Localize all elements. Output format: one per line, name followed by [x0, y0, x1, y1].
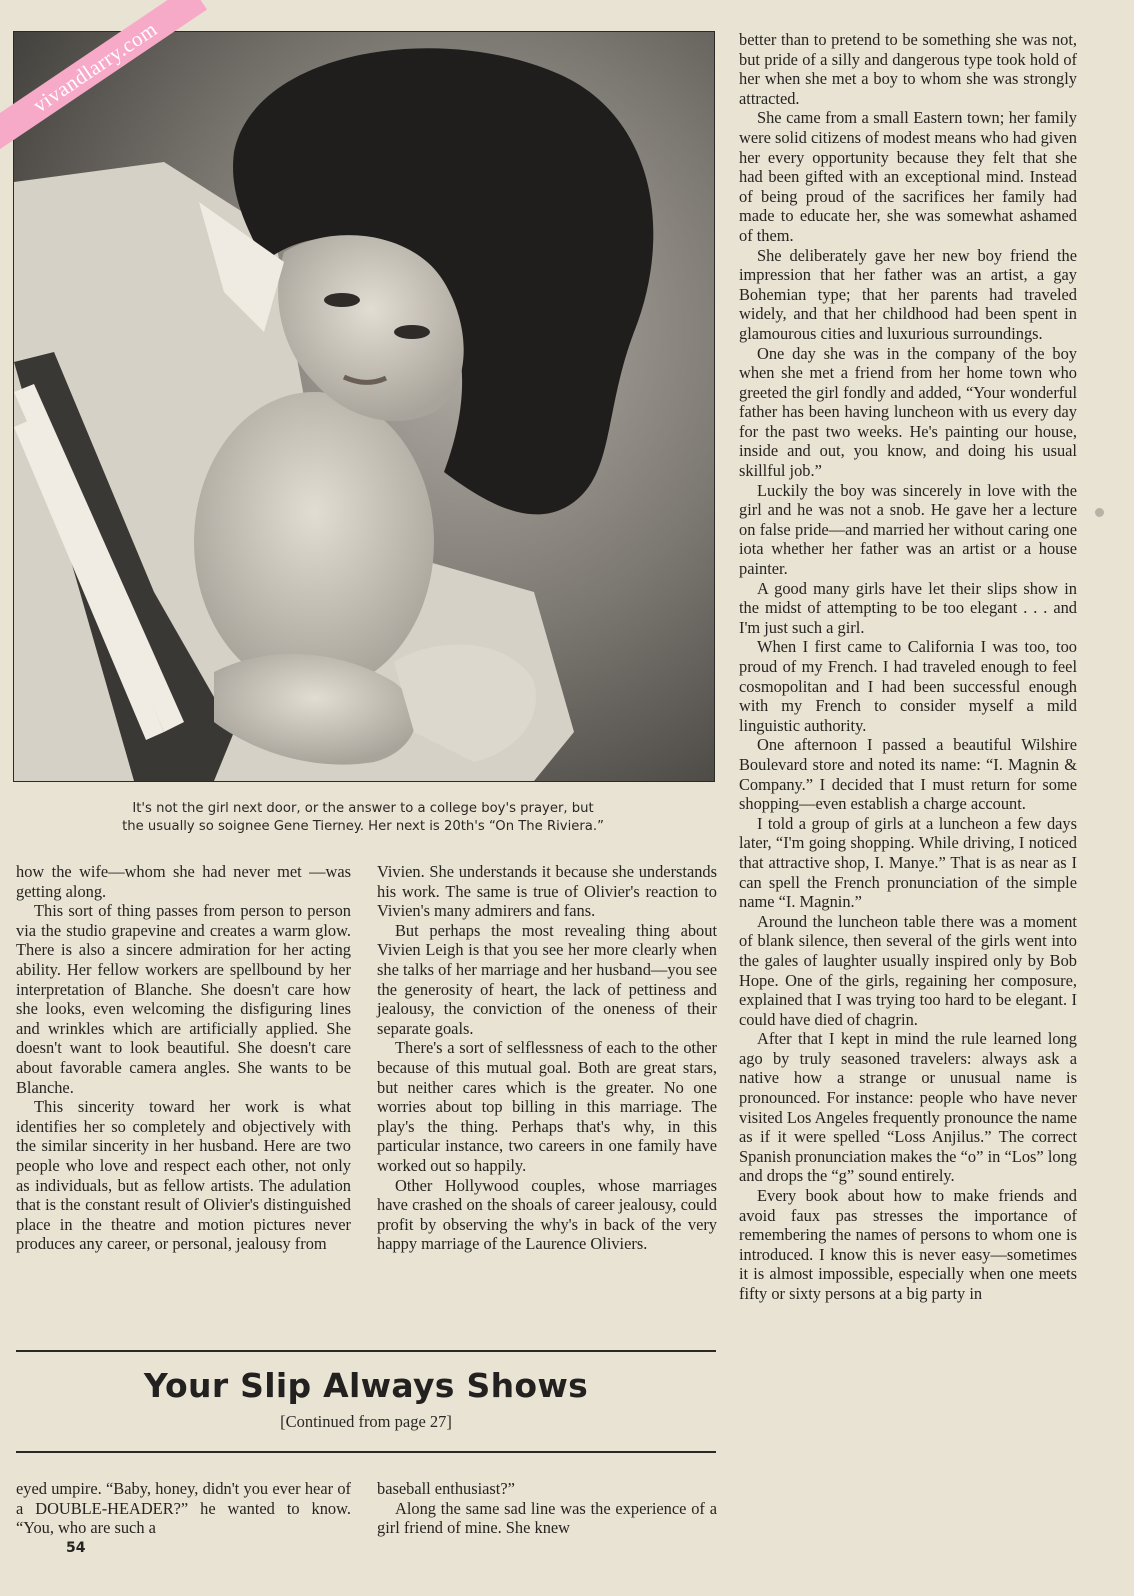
paragraph: baseball enthusiast?”	[377, 1479, 515, 1498]
paragraph: There's a sort of selflessness of each to the other because of this mutual goal. Both are great stars, but neither cares which is the greater. No one worries about top billing in this marriage. The play's the thing. Perhaps that's why, in this particular instance, two careers in one family have worked out so happily.	[377, 1038, 717, 1175]
paragraph: A good many girls have let their slips show in the midst of attempting to be too elegant . . . and I'm just such a girl.	[739, 578, 1077, 637]
paper-speck	[1095, 508, 1104, 517]
caption-line-1: It's not the girl next door, or the answer to a college boy's prayer, but	[132, 801, 594, 816]
article-column-1	[16, 862, 351, 1254]
photo-caption	[13, 800, 713, 836]
paragraph: how the wife—whom she had never met —was getting along.	[16, 862, 351, 901]
paragraph: She came from a small Eastern town; her family were solid citizens of modest means who had given her every opportunity because they felt that she had been gifted with an exceptional mind. Instead of being proud of the sacrifices her family had made to educate her, she was somewhat ashamed of them.	[739, 108, 1077, 245]
paragraph: Every book about how to make friends and avoid faux pas stresses the importance of remembering the names of persons to whom one is introduced. I know this is never easy—sometimes it is almost impossible, especially when one meets fifty or sixty persons at a big party in	[739, 1186, 1077, 1303]
paragraph: After that I kept in mind the rule learned long ago by truly seasoned travelers: always ask a native how a strange or unusual name is pronounced. For instance: people who have never visited Los Angeles frequently pronounce the name as if it were spelled “Loss Anjilus.” The correct Spanish pronunciation makes the “o” in “Los” long and drops the “g” sound entirely.	[739, 1029, 1077, 1186]
divider-bottom	[16, 1451, 716, 1453]
watermark-banner: vivandlarry.com	[0, 0, 207, 149]
paragraph: This sincerity toward her work is what identifies her so completely and objectively with the similar sincerity in her husband. Here are two people who love and respect each other, not only as individuals, but as fellow artists. The adulation that is the constant result of Olivier's distinguished place in the theatre and motion pictures never produces any career, or personal, jealousy from	[16, 1097, 351, 1254]
portrait-illustration	[14, 32, 714, 781]
continued-note: [Continued from page 27]	[280, 1412, 452, 1431]
divider-top	[16, 1350, 716, 1352]
paragraph: I told a group of girls at a luncheon a few days later, “I'm going shopping. While driving, I noticed that attractive shop, I. Manye.” That is as near as I can spell the French pronunciation of the simple name “I. Magnin.”	[739, 813, 1077, 912]
paragraph: When I first came to California I was too, too proud of my French. I had traveled enough to feel cosmopolitan and I had been successful enough with my French to consider myself a mild linguistic authority.	[739, 637, 1077, 735]
paragraph: Vivien. She understands it because she understands his work. The same is true of Olivier's reaction to Vivien's many admirers and fans.	[377, 862, 717, 921]
paragraph: This sort of thing passes from person to person via the studio grapevine and creates a warm glow. There is also a sincere admiration for her acting ability. Her fellow workers are spellbound by her interpretation of Blanche. She doesn't care how she looks, even welcoming the disfiguring lines and wrinkles which are artificially applied. She doesn't want to look beautiful. She doesn't care about favorable camera angles. She wants to be Blanche.	[16, 901, 351, 1097]
paragraph: eyed umpire. “Baby, honey, didn't you ever hear of a DOUBLE-HEADER?” he wanted to know. “You, who are such a	[16, 1479, 351, 1538]
paragraph: But perhaps the most revealing thing about Vivien Leigh is that you see her more clearly when she talks of her marriage and her husband—you see the generosity of heart, the lack of pettiness and jealousy, the conviction of the oneness of their separate goals.	[377, 920, 717, 1038]
paragraph: One afternoon I passed a beautiful Wilshire Boulevard store and noted its name: “I. Magnin & Company.” I decided that I must return for some shopping—even establish a charge account.	[739, 735, 1077, 814]
article-column-3	[739, 30, 1077, 1304]
paragraph: One day she was in the company of the boy when she met a friend from her home town who greeted the girl fondly and added, “Your wonderful father has been having luncheon with us every day for the past two weeks. He's painting our house, inside and out, you know, and doing his usual skillful job.”	[739, 343, 1077, 481]
paragraph: Luckily the boy was sincerely in love with the girl and he was not a snob. He gave her a lecture on false pride—and married her without caring one iota whether her father was an artist or a house painter.	[739, 480, 1077, 579]
portrait-photo	[13, 31, 715, 782]
paragraph: Along the same sad line was the experience of a girl friend of mine. She knew	[377, 1498, 717, 1538]
paragraph: Around the luncheon table there was a moment of blank silence, then several of the girls went into the gales of laughter usually inspired only by Bob Hope. One of the girls, regaining her composure, explained that I was trying too hard to be elegant. I could have died of chagrin.	[739, 911, 1077, 1029]
article-column-5	[377, 1479, 717, 1538]
article-headline: Your Slip Always Shows	[143, 1366, 589, 1405]
caption-line-2: the usually so soignee Gene Tierney. Her next is 20th's “On The Riviera.”	[122, 819, 604, 834]
paragraph: better than to pretend to be something she was not, but pride of a silly and dangerous type took hold of her when she met a boy to whom she was strongly attracted.	[739, 30, 1077, 108]
article-column-2	[377, 862, 717, 1254]
paragraph: She deliberately gave her new boy friend the impression that her father was an artist, a gay Bohemian type; that her parents had traveled widely, and that her childhood had been spent in glamourous cities and luxurious surroundings.	[739, 245, 1077, 343]
paragraph: Other Hollywood couples, whose marriages have crashed on the shoals of career jealousy, could profit by observing the why's in back of the very happy marriage of the Laurence Oliviers.	[377, 1175, 717, 1254]
page-number: 54	[66, 1540, 86, 1556]
article-column-4	[16, 1479, 351, 1538]
